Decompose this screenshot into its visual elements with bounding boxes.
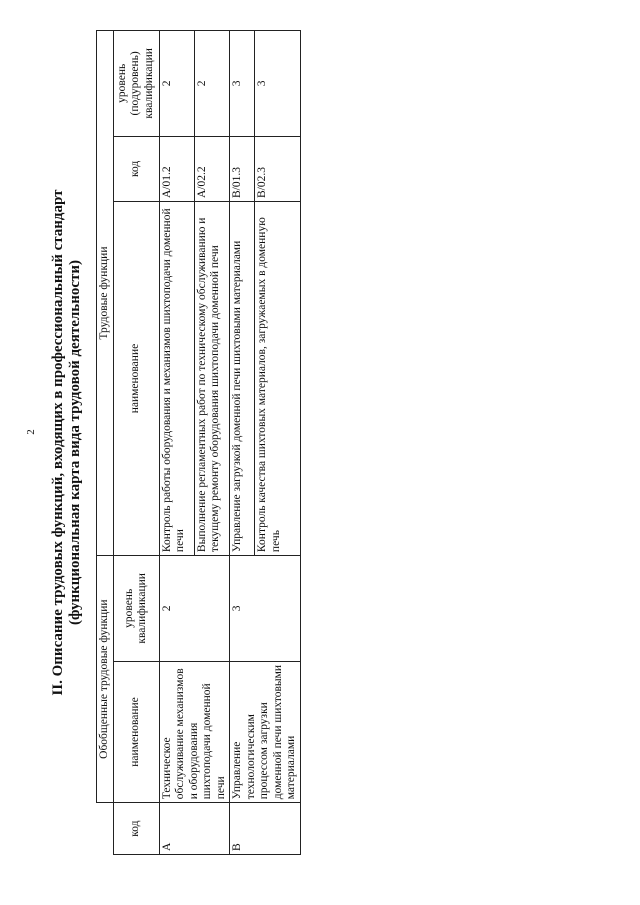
header-name: наименование xyxy=(113,661,159,803)
header-function-name: наименование xyxy=(113,202,159,556)
row-a-function-1-name: Контроль работы оборудования и механизмов шихтоподачи доменной печи xyxy=(159,202,194,556)
row-b-function-1-level: 3 xyxy=(230,31,255,137)
page-number: 2 xyxy=(24,429,37,435)
row-a-function-2-code: А/02.2 xyxy=(194,136,229,201)
header-empty-cell xyxy=(97,803,114,855)
row-a-name: Техническое обслуживание механизмов и оборудования шихтоподачи доменной печи xyxy=(159,661,230,803)
header-code: код xyxy=(113,803,159,855)
heading-line-1: II. Описание трудовых функций, входящих в профессиональный стандарт xyxy=(50,189,66,696)
row-a-function-2-level: 2 xyxy=(194,31,229,137)
functional-map-table xyxy=(96,30,301,855)
row-b-function-1-code: В/01.3 xyxy=(230,136,255,201)
row-b-function-2-code: В/02.3 xyxy=(255,136,300,201)
row-a-function-2-name: Выполнение регламентных работ по техническому обслуживанию и текущему ремонту оборудования шихтоподачи доменной печи xyxy=(194,202,229,556)
header-generalized-functions: Обобщенные трудовые функции xyxy=(97,556,114,803)
row-a-code: А xyxy=(159,803,230,855)
row-b-name: Управление технологическим процессом загрузки доменной печи шихтовыми материалами xyxy=(230,661,301,803)
row-b-function-1-name: Управление загрузкой доменной печи шихтовыми материалами xyxy=(230,202,255,556)
row-a-level: 2 xyxy=(159,556,230,662)
rotated-page-content xyxy=(50,30,335,855)
section-heading xyxy=(50,30,84,855)
row-b-level: 3 xyxy=(230,556,301,662)
heading-line-2: (функциональная карта вида трудовой деятельности) xyxy=(67,259,83,626)
header-labor-functions: Трудовые функции xyxy=(97,31,114,556)
header-function-code: код xyxy=(113,136,159,201)
row-b-function-2-name: Контроль качества шихтовых материалов, загружаемых в доменную печь xyxy=(255,202,300,556)
row-b-code: В xyxy=(230,803,301,855)
header-function-level: уровень (подуровень) квалификации xyxy=(113,31,159,137)
row-a-function-1-code: А/01.2 xyxy=(159,136,194,201)
row-b-function-2-level: 3 xyxy=(255,31,300,137)
header-qual-level: уровень квалификации xyxy=(113,556,159,662)
row-a-function-1-level: 2 xyxy=(159,31,194,137)
